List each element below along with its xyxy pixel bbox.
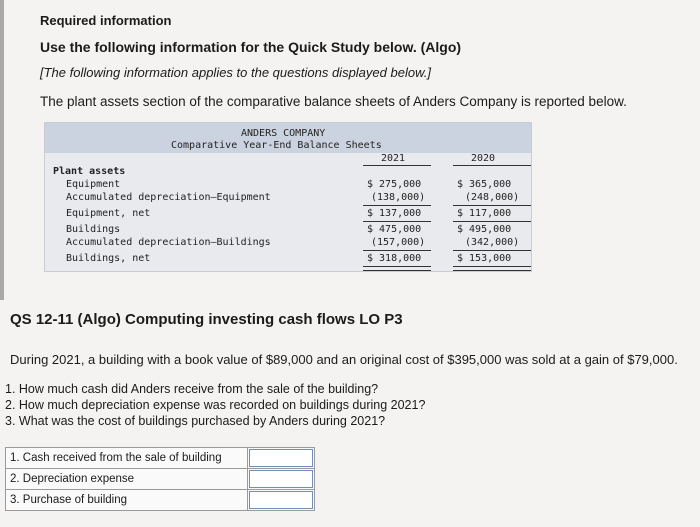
scenario-text: During 2021, a building with a book value of $89,000 and an original cost of $395,000 was sold at a gain of $79,000. [10,352,678,367]
cash-received-input[interactable] [249,449,313,467]
total-rule [363,221,431,222]
row-value-2021: (157,000) [371,237,426,248]
double-rule [363,266,431,271]
row-value-2021: $ 475,000 [367,224,422,235]
row-value-2020: (248,000) [465,192,520,203]
row-label: Buildings [66,224,121,235]
instructions-heading: Use the following information for the Quick Study below. (Algo) [40,39,462,55]
row-value-2021: $ 318,000 [367,253,422,264]
answer-row [6,448,315,469]
section-label: Plant assets [53,166,126,177]
subtotal-rule [363,205,431,206]
answer-label: 2. Depreciation expense [6,469,248,490]
purchase-building-input[interactable] [249,491,313,509]
row-value-2021: (138,000) [371,192,426,203]
subtotal-rule [453,250,531,251]
total-rule [453,221,531,222]
row-value-2020: $ 153,000 [457,253,512,264]
row-value-2021: $ 137,000 [367,208,422,219]
question-item: 2. How much depreciation expense was recorded on buildings during 2021? [5,398,426,412]
applies-note: [The following information applies to the questions displayed below.] [40,65,431,80]
answer-row [6,490,315,511]
question-title: QS 12-11 (Algo) Computing investing cash flows LO P3 [10,311,403,328]
underline-2020-header [453,165,531,166]
company-name: ANDERS COMPANY [241,128,326,139]
row-label: Buildings, net [66,253,151,264]
question-item: 3. What was the cost of buildings purchased by Anders during 2021? [5,414,386,428]
row-label: Accumulated depreciation—Buildings [66,237,271,248]
left-accent-bar [0,0,4,300]
col-2020: 2020 [471,153,496,164]
required-heading: Required information [40,13,172,28]
answer-table [5,447,315,511]
sheet-title: Comparative Year-End Balance Sheets [171,140,382,151]
underline-2021-header [363,165,431,166]
answer-row [6,469,315,490]
row-value-2020: $ 495,000 [457,224,512,235]
subtotal-rule [363,250,431,251]
question-item: 1. How much cash did Anders receive from the sale of the building? [5,382,379,396]
row-label: Accumulated depreciation—Equipment [66,192,271,203]
subtotal-rule [453,205,531,206]
row-label: Equipment, net [66,208,151,219]
row-value-2020: (342,000) [465,237,520,248]
row-value-2020: $ 117,000 [457,208,512,219]
answer-label: 3. Purchase of building [6,490,248,511]
depreciation-expense-input[interactable] [249,470,313,488]
answer-label: 1. Cash received from the sale of building [6,448,248,469]
answer-cell [248,490,315,511]
row-value-2021: $ 275,000 [367,179,422,190]
double-rule [453,266,531,271]
answer-cell [248,469,315,490]
balance-sheet-table [44,122,532,272]
row-label: Equipment [66,179,121,190]
col-2021: 2021 [381,153,406,164]
answer-cell [248,448,315,469]
intro-text: The plant assets section of the comparative balance sheets of Anders Company is reported below. [40,94,627,109]
row-value-2020: $ 365,000 [457,179,512,190]
